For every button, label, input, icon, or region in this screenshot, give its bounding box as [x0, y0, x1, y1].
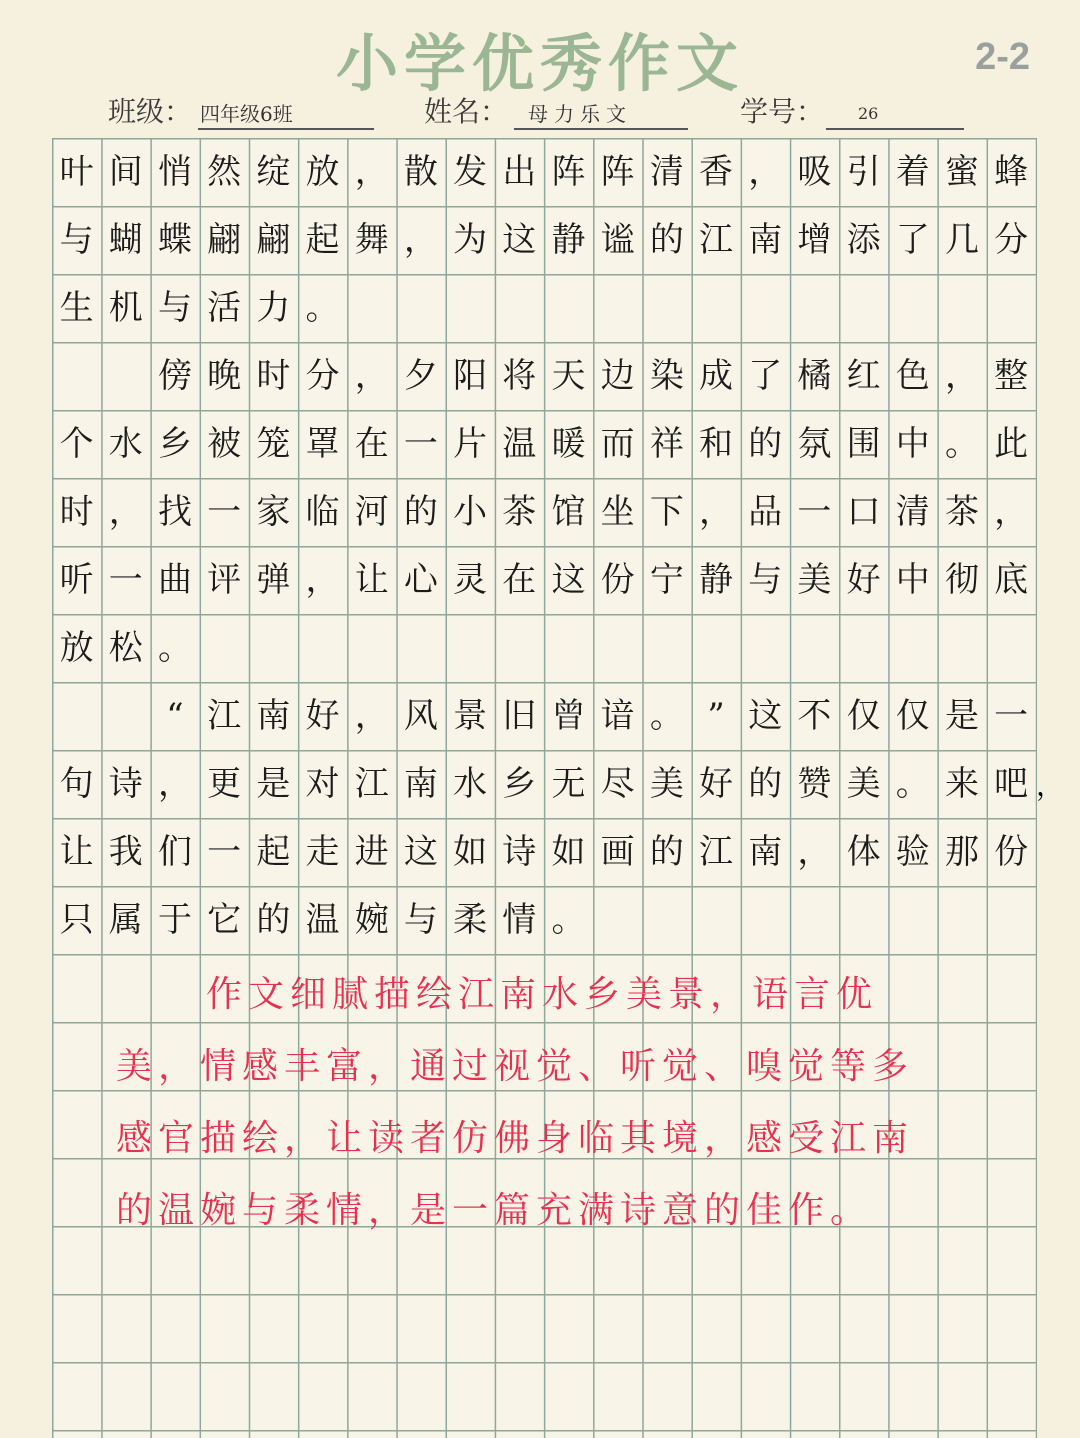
- essay-char: 江: [354, 764, 389, 804]
- essay-char: 清: [895, 492, 930, 532]
- essay-char: 染: [649, 356, 684, 396]
- essay-char: 分: [305, 356, 340, 396]
- essay-char: 的: [649, 220, 684, 260]
- essay-char: 夕: [403, 356, 438, 396]
- essay-char: 美: [649, 764, 684, 804]
- essay-char: [52, 342, 101, 410]
- essay-char: 温: [305, 900, 340, 940]
- essay-char: 罩: [305, 424, 340, 464]
- essay-char: 放: [305, 152, 340, 192]
- essay-line: [52, 546, 1036, 614]
- essay-char: 水: [108, 424, 143, 464]
- essay-char: [52, 682, 101, 750]
- id-underline: [826, 128, 964, 130]
- essay-char: 笼: [256, 424, 291, 464]
- essay-char: 份: [600, 560, 635, 600]
- essay-char: 进: [354, 832, 389, 872]
- essay-char: 仅: [846, 696, 881, 736]
- id-value: 26: [858, 104, 879, 123]
- essay-char: 它: [207, 900, 242, 940]
- essay-char: 一: [797, 492, 832, 532]
- essay-char: 整: [994, 356, 1029, 396]
- essay-char: 品: [748, 492, 783, 532]
- essay-char: 放: [59, 628, 94, 668]
- essay-char: 那: [944, 832, 979, 872]
- essay-char: 景: [453, 696, 488, 736]
- essay-char: 来: [944, 764, 979, 804]
- essay-char: 更: [207, 764, 242, 804]
- class-label: 班级：: [108, 95, 193, 128]
- essay-char: ，: [699, 492, 734, 532]
- essay-line: [52, 818, 1036, 886]
- essay-char: 口: [846, 492, 881, 532]
- essay-char: 片: [453, 424, 488, 464]
- essay-char: 悄: [157, 152, 192, 192]
- essay-char: 橘: [797, 356, 832, 396]
- essay-char: 几: [944, 220, 979, 260]
- essay-char: 阵: [600, 152, 635, 192]
- essay-char: 阳: [453, 356, 488, 396]
- essay-char: 曲: [157, 560, 192, 600]
- essay-char: 的: [748, 764, 783, 804]
- essay-char: 氛: [797, 424, 832, 464]
- essay-line: [52, 138, 1036, 206]
- essay-char: 南: [748, 832, 783, 872]
- essay-char: 傍: [157, 356, 192, 396]
- essay-char: 个: [59, 424, 94, 464]
- essay-char: ，: [157, 764, 192, 804]
- essay-char: 起: [256, 832, 291, 872]
- essay-char: 而: [600, 424, 635, 464]
- essay-char: 水: [453, 764, 488, 804]
- essay-char: 清: [649, 152, 684, 192]
- essay-char: 静: [551, 220, 586, 260]
- essay-char: ，: [305, 560, 340, 600]
- essay-char: 好: [305, 696, 340, 736]
- essay-char: 听: [59, 560, 94, 600]
- student-info: [0, 90, 1080, 132]
- essay-char: 起: [305, 220, 340, 260]
- essay-char: 体: [846, 832, 881, 872]
- essay-char: 是: [944, 696, 979, 736]
- essay-char: 的: [748, 424, 783, 464]
- essay-char: 走: [305, 832, 340, 872]
- essay-char: 叶: [59, 152, 94, 192]
- essay-char: 引: [846, 152, 881, 192]
- essay-line: [52, 274, 1036, 342]
- essay-char: 江: [207, 696, 242, 736]
- essay-char: 一: [108, 560, 143, 600]
- essay-char: 婉: [354, 900, 389, 940]
- essay-char: 。: [551, 900, 586, 940]
- teacher-comment-line-1: 作文细腻描绘江南水乡美景，语言优: [206, 974, 879, 1015]
- essay-char: 生: [59, 288, 94, 328]
- teacher-comment-line-2: 美，情感丰富，通过视觉、听觉、嗅觉等多: [116, 1046, 915, 1087]
- essay-char: 。: [944, 424, 979, 464]
- essay-char: 吸: [797, 152, 832, 192]
- essay-char: 彻: [944, 560, 979, 600]
- essay-char: 不: [797, 696, 832, 736]
- name-value: 母力乐文: [528, 102, 632, 126]
- essay-char: [101, 682, 150, 750]
- class-value: 四年级6班: [200, 102, 293, 126]
- essay-char: 力: [256, 288, 291, 328]
- page-title: 小学优秀作文: [335, 27, 744, 100]
- essay-char: 与: [59, 220, 94, 260]
- essay-char: ，: [944, 356, 979, 396]
- essay-char: ，: [748, 152, 783, 192]
- essay-char: 发: [453, 152, 488, 192]
- essay-char: 。: [157, 628, 192, 668]
- essay-char: 静: [699, 560, 734, 600]
- essay-char: 蜜: [944, 152, 979, 192]
- essay-char: 。: [649, 696, 684, 736]
- essay-char: 风: [403, 696, 438, 736]
- essay-char: 成: [699, 356, 734, 396]
- essay-char: 份: [994, 832, 1029, 872]
- essay-char: ，: [354, 696, 389, 736]
- essay-char: 江: [699, 220, 734, 260]
- essay-char: 时: [59, 492, 94, 532]
- class-underline: [198, 128, 374, 130]
- name-underline: [514, 128, 688, 130]
- essay-char: 的: [649, 832, 684, 872]
- essay-line: [52, 682, 1036, 750]
- essay-char: 河: [354, 492, 389, 532]
- essay-char: 边: [600, 356, 635, 396]
- essay-char: 谙: [600, 696, 635, 736]
- essay-char: ，: [108, 492, 143, 532]
- essay-char: 时: [256, 356, 291, 396]
- essay-char: 尽: [600, 764, 635, 804]
- essay-char: 绽: [256, 152, 291, 192]
- essay-char: ，: [797, 832, 832, 872]
- essay-char: 仅: [895, 696, 930, 736]
- essay-char: 诗: [502, 832, 537, 872]
- essay-char: 在: [502, 560, 537, 600]
- essay-char: 然: [207, 152, 242, 192]
- essay-char: 临: [305, 492, 340, 532]
- essay-char: 与: [157, 288, 192, 328]
- essay-char: 如: [453, 832, 488, 872]
- essay-char: 添: [846, 220, 881, 260]
- essay-line: [52, 750, 1065, 818]
- page-number: 2-2: [975, 36, 1030, 78]
- essay-char: 阵: [551, 152, 586, 192]
- essay-char: 松: [108, 628, 143, 668]
- essay-char: 色: [895, 356, 930, 396]
- essay-char: 。: [305, 288, 340, 328]
- essay-char: 谧: [600, 220, 635, 260]
- essay-char: 属: [108, 900, 143, 940]
- essay-line: [52, 410, 1036, 478]
- essay-char: 让: [354, 560, 389, 600]
- essay-char: 出: [502, 152, 537, 192]
- essay-char: [101, 342, 150, 410]
- essay-char: 南: [403, 764, 438, 804]
- essay-char: 此: [994, 424, 1029, 464]
- essay-char: 增: [797, 220, 832, 260]
- essay-char: 一: [994, 696, 1029, 736]
- essay-char: ，: [354, 152, 389, 192]
- essay-char: 一: [207, 832, 242, 872]
- essay-char: 找: [157, 492, 192, 532]
- essay-char: 温: [502, 424, 537, 464]
- essay-char: 南: [256, 696, 291, 736]
- essay-char: 红: [846, 356, 881, 396]
- essay-char: 暖: [551, 424, 586, 464]
- essay-char: 我: [108, 832, 143, 872]
- essay-overflow-punct: ，: [1036, 769, 1065, 802]
- essay-char: ，: [403, 220, 438, 260]
- essay-line: [52, 206, 1036, 274]
- essay-char: 一: [403, 424, 438, 464]
- essay-char: 对: [305, 764, 340, 804]
- essay-char: 一: [207, 492, 242, 532]
- essay-char: 柔: [453, 900, 488, 940]
- essay-char: 将: [502, 356, 537, 396]
- essay-char: 馆: [551, 492, 586, 532]
- essay-char: 评: [207, 560, 242, 600]
- essay-char: 在: [354, 424, 389, 464]
- essay-char: 这: [551, 560, 586, 600]
- essay-char: 间: [108, 152, 143, 192]
- essay-char: 天: [551, 356, 586, 396]
- essay-char: 翩: [256, 220, 291, 260]
- essay-char: 弹: [256, 560, 291, 600]
- essay-char: 曾: [551, 696, 586, 736]
- essay-char: 家: [256, 492, 291, 532]
- essay-char: 们: [157, 832, 192, 872]
- essay-char: 于: [157, 900, 192, 940]
- essay-char: ”: [707, 696, 725, 736]
- essay-char: 赞: [797, 764, 832, 804]
- essay-char: 为: [453, 220, 488, 260]
- essay-char: 好: [699, 764, 734, 804]
- essay-char: 好: [846, 560, 881, 600]
- essay-char: 是: [256, 764, 291, 804]
- teacher-comment-line-4: 的温婉与柔情，是一篇充满诗意的佳作。: [116, 1190, 873, 1231]
- essay-char: 让: [59, 832, 94, 872]
- essay-char: 蝶: [157, 220, 192, 260]
- essay-char: 活: [207, 288, 242, 328]
- essay-char: ，: [354, 356, 389, 396]
- essay-char: ，: [994, 492, 1029, 532]
- essay-line: [52, 886, 1036, 954]
- essay-char: 的: [403, 492, 438, 532]
- essay-line: [52, 342, 1036, 410]
- essay-char: 蝴: [108, 220, 143, 260]
- essay-char: 香: [699, 152, 734, 192]
- essay-char: 中: [895, 424, 930, 464]
- essay-char: 这: [403, 832, 438, 872]
- essay-char: 下: [649, 492, 684, 532]
- essay-char: 句: [59, 764, 94, 804]
- teacher-comment-line-3: 感官描绘，让读者仿佛身临其境，感受江南: [116, 1118, 915, 1159]
- essay-char: 与: [748, 560, 783, 600]
- essay-char: 与: [403, 900, 438, 940]
- essay-char: 的: [256, 900, 291, 940]
- essay-char: 茶: [944, 492, 979, 532]
- essay-char: 了: [895, 220, 930, 260]
- essay-char: 坐: [600, 492, 635, 532]
- essay-char: 舞: [354, 220, 389, 260]
- id-label: 学号：: [740, 95, 825, 128]
- essay-char: 验: [895, 832, 930, 872]
- essay-char: 吧: [994, 764, 1029, 804]
- essay-char: 被: [207, 424, 242, 464]
- name-label: 姓名：: [424, 95, 509, 128]
- essay-char: 机: [108, 288, 143, 328]
- essay-char: 祥: [649, 424, 684, 464]
- essay-char: 如: [551, 832, 586, 872]
- essay-char: 晚: [207, 356, 242, 396]
- essay-char: 蜂: [994, 152, 1029, 192]
- essay-char: 美: [846, 764, 881, 804]
- essay-char: 画: [600, 832, 635, 872]
- essay-char: 诗: [108, 764, 143, 804]
- essay-char: 茶: [502, 492, 537, 532]
- essay-char: 着: [895, 152, 930, 192]
- essay-char: 小: [453, 492, 488, 532]
- essay-char: 这: [502, 220, 537, 260]
- essay-char: 分: [994, 220, 1029, 260]
- essay-char: “: [166, 696, 184, 736]
- essay-char: 情: [502, 900, 537, 940]
- essay-char: 了: [748, 356, 783, 396]
- essay-char: 江: [699, 832, 734, 872]
- essay-char: 心: [403, 560, 438, 600]
- essay-char: 宁: [649, 560, 684, 600]
- essay-char: 中: [895, 560, 930, 600]
- essay-char: 只: [59, 900, 94, 940]
- essay-char: 南: [748, 220, 783, 260]
- essay-char: 这: [748, 696, 783, 736]
- essay-char: 围: [846, 424, 881, 464]
- essay-char: 散: [403, 152, 438, 192]
- essay-char: 乡: [502, 764, 537, 804]
- essay-line: [52, 478, 1036, 546]
- essay-char: 旧: [502, 696, 537, 736]
- essay-char: 乡: [157, 424, 192, 464]
- essay-char: 。: [895, 764, 930, 804]
- essay-char: 无: [551, 764, 586, 804]
- essay-line: [52, 614, 1036, 682]
- essay-char: 翩: [207, 220, 242, 260]
- essay-char: 和: [699, 424, 734, 464]
- essay-char: 美: [797, 560, 832, 600]
- essay-char: 底: [994, 560, 1029, 600]
- essay-char: 灵: [453, 560, 488, 600]
